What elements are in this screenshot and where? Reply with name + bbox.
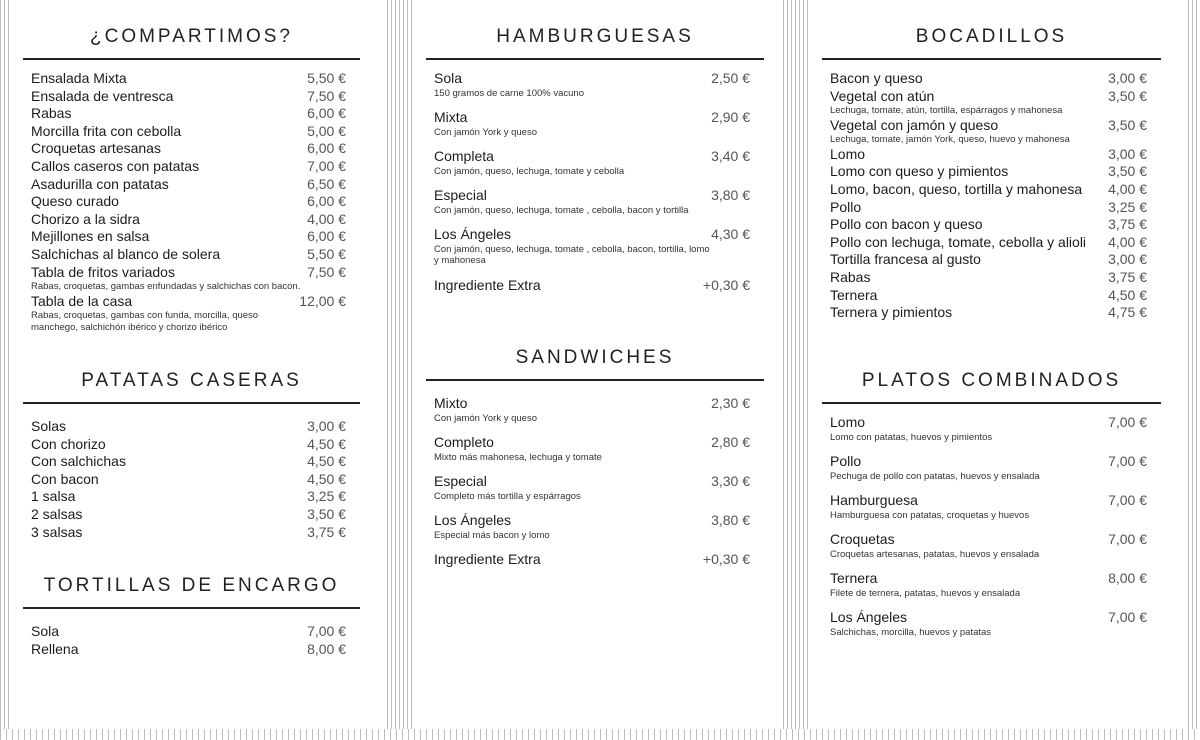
item-name: Especial [434, 473, 487, 490]
item-name: 1 salsa [31, 488, 76, 505]
menu-item [434, 434, 750, 463]
section-patatas-caseras [23, 370, 360, 541]
item-name: Pollo [830, 198, 862, 215]
item-name: Con salchichas [31, 453, 126, 470]
item-name: 3 salsas [31, 523, 83, 540]
item-name: Callos caseros con patatas [31, 157, 200, 174]
item-name-block [31, 524, 307, 542]
item-name: Lomo [830, 414, 866, 430]
section-sandwiches [426, 347, 764, 579]
item-price: 3,00 € [1108, 251, 1147, 268]
menu-item [830, 492, 1147, 521]
item-price: 3,80 € [711, 187, 750, 204]
section-rule [822, 58, 1161, 60]
item-name: Ternera y pimientos [830, 304, 953, 321]
item-name-block [31, 436, 307, 454]
item-name-block [31, 158, 307, 176]
section-rule [23, 58, 360, 60]
section-title: HAMBURGUESAS [496, 26, 694, 47]
menu-item [830, 414, 1147, 443]
item-name: Especial [434, 187, 487, 204]
menu-item [31, 88, 346, 106]
menu-item [830, 117, 1147, 146]
section-rule [426, 58, 764, 60]
menu-item [31, 193, 346, 211]
item-name: Los Ángeles [434, 226, 512, 243]
item-name: Vegetal con atún [830, 87, 935, 104]
menu-item [830, 146, 1147, 164]
item-name-block [434, 109, 711, 138]
section-rule [23, 607, 360, 609]
section-platos-combinados [822, 370, 1161, 649]
item-price: 4,00 € [307, 210, 346, 227]
item-name-block [31, 471, 307, 489]
item-price: 7,50 € [307, 263, 346, 280]
item-price: 5,50 € [307, 245, 346, 262]
menu-item [830, 163, 1147, 181]
item-name-block [830, 609, 1108, 638]
item-name-block [830, 287, 1108, 305]
item-price: 7,00 € [1108, 453, 1147, 470]
item-price: 2,80 € [711, 434, 750, 451]
item-description: Especial más bacon y lomo [434, 529, 550, 541]
menu-item [830, 70, 1147, 88]
item-price: 3,25 € [307, 488, 346, 505]
item-name-block [434, 226, 711, 267]
item-name-block [31, 193, 307, 211]
item-description: Pechuga de pollo con patatas, huevos y ensalada [830, 470, 1040, 482]
item-name: Pollo [830, 453, 862, 470]
item-name: Tabla de la casa [31, 292, 133, 309]
item-name: Sola [434, 70, 463, 86]
item-name: Lomo con queso y pimientos [830, 163, 1009, 180]
menu-item [830, 453, 1147, 482]
item-name-block [31, 176, 307, 194]
item-name-block [830, 531, 1108, 560]
menu-list [426, 395, 764, 569]
section-rule [23, 402, 360, 404]
item-name-block [830, 199, 1108, 217]
item-name-block [31, 211, 307, 229]
item-price: 6,00 € [307, 105, 346, 122]
item-price: 3,50 € [307, 505, 346, 522]
item-name-block [830, 251, 1108, 269]
menu-item [31, 246, 346, 264]
menu-item [434, 395, 750, 424]
item-price: 4,50 € [307, 453, 346, 470]
section-title: ¿COMPARTIMOS? [90, 26, 293, 47]
item-name-block [31, 418, 307, 436]
item-name-block [830, 181, 1108, 199]
item-price: 3,00 € [1108, 145, 1147, 162]
item-name: Completo [434, 434, 494, 451]
menu-item [434, 109, 750, 138]
item-name-block [434, 395, 711, 424]
menu-item [31, 123, 346, 141]
left-stripe-border [0, 0, 12, 740]
item-name-block [830, 234, 1108, 252]
item-name: Lomo [830, 145, 866, 162]
item-name-block [434, 148, 711, 177]
menu-item [434, 148, 750, 177]
item-name: Morcilla frita con cebolla [31, 122, 182, 139]
item-price: 3,75 € [1108, 268, 1147, 285]
item-price: 12,00 € [299, 292, 346, 309]
menu-item [31, 211, 346, 229]
item-name: Croquetas [830, 531, 895, 548]
item-name-block [31, 453, 307, 471]
item-price: 7,00 € [1108, 492, 1147, 509]
menu-item [830, 269, 1147, 287]
item-price: 3,25 € [1108, 198, 1147, 215]
item-price: 4,00 € [1108, 233, 1147, 250]
item-price: 7,00 € [1108, 414, 1147, 430]
menu-item [31, 228, 346, 246]
section-title: PATATAS CASERAS [81, 370, 302, 391]
item-name-block [830, 570, 1108, 599]
item-name: Chorizo a la sidra [31, 210, 140, 227]
item-name: Ensalada Mixta [31, 70, 127, 86]
item-price: 3,40 € [711, 148, 750, 165]
item-price: 4,30 € [711, 226, 750, 243]
item-description: Mixto más mahonesa, lechuga y tomate [434, 451, 602, 463]
item-name-block [434, 512, 711, 541]
item-name-block [830, 453, 1108, 482]
item-name: Bacon y queso [830, 70, 923, 86]
item-name: Salchichas al blanco de solera [31, 245, 221, 262]
divider-stripe-right [783, 0, 810, 740]
menu-item [31, 436, 346, 454]
item-description: Filete de ternera, patatas, huevos y ensalada [830, 587, 1021, 599]
item-name: Ensalada de ventresca [31, 87, 174, 104]
item-price: 2,30 € [711, 395, 750, 411]
item-name: Tabla de fritos variados [31, 263, 175, 280]
menu-item [830, 287, 1147, 305]
menu-list [23, 418, 360, 541]
item-name: Los Ángeles [434, 512, 512, 529]
item-name: Croquetas artesanas [31, 140, 161, 157]
item-name-block [31, 641, 307, 659]
menu-item [830, 199, 1147, 217]
section-title: SANDWICHES [515, 347, 675, 368]
item-price: 6,00 € [307, 193, 346, 210]
item-name-block [830, 304, 1108, 322]
menu-list [822, 70, 1161, 322]
section-bocadillos [822, 26, 1161, 322]
item-name: Pollo con bacon y queso [830, 216, 983, 233]
menu-item [830, 234, 1147, 252]
item-name: Completa [434, 148, 494, 165]
menu-item [31, 488, 346, 506]
item-description: Completo más tortilla y espárragos [434, 490, 581, 502]
item-description: 150 gramos de carne 100% vacuno [434, 87, 584, 99]
item-name: Ingrediente Extra [434, 551, 541, 568]
item-description: Con jamón, queso, lechuga, tomate , cebolla, bacon, tortilla, lomo y mahonesa [434, 243, 710, 267]
item-name: Con bacon [31, 470, 99, 487]
item-price: 5,00 € [307, 122, 346, 139]
item-price: 6,00 € [307, 140, 346, 157]
item-name: Mejillones en salsa [31, 228, 150, 245]
item-name: Los Ángeles [830, 609, 908, 626]
menu-item [31, 623, 346, 641]
item-price: +0,30 € [702, 276, 750, 293]
item-price: 7,00 € [307, 623, 346, 639]
menu-item [31, 264, 346, 293]
item-name-block [830, 70, 1108, 88]
item-name-block [31, 246, 307, 264]
item-name: Ingrediente Extra [434, 276, 541, 293]
item-name-block [434, 277, 703, 295]
item-name-block [31, 228, 307, 246]
item-name: Ternera [830, 286, 878, 303]
section-hamburguesas [426, 26, 764, 305]
section-title: BOCADILLOS [915, 26, 1068, 47]
item-price: 7,00 € [307, 157, 346, 174]
menu-item [31, 176, 346, 194]
menu-item [830, 531, 1147, 560]
item-name-block [434, 551, 703, 569]
item-name: Vegetal con jamón y queso [830, 116, 999, 133]
item-name: Mixto [434, 395, 468, 411]
item-name-block [830, 163, 1108, 181]
right-stripe-border [1188, 0, 1200, 740]
item-name: Hamburguesa [830, 492, 918, 509]
item-price: 3,50 € [1108, 87, 1147, 104]
item-name: Tortilla francesa al gusto [830, 251, 981, 268]
item-price: 8,00 € [1108, 570, 1147, 587]
item-name-block [830, 216, 1108, 234]
item-price: 2,90 € [711, 109, 750, 126]
item-name-block [434, 187, 711, 216]
menu-item [434, 473, 750, 502]
item-price: 7,00 € [1108, 531, 1147, 548]
item-description: Hamburguesa con patatas, croquetas y huevos [830, 509, 1030, 521]
item-name-block [434, 70, 711, 99]
menu-list [23, 70, 360, 333]
item-name-block [830, 492, 1108, 521]
menu-item [31, 641, 346, 659]
item-price: 4,75 € [1108, 304, 1147, 321]
menu-item [434, 512, 750, 541]
item-name-block [31, 70, 307, 88]
item-name: Solas [31, 418, 67, 434]
menu-item [434, 70, 750, 99]
section-compartimos [23, 26, 360, 333]
item-price: 5,50 € [307, 70, 346, 86]
item-name-block [830, 146, 1108, 164]
menu-item [434, 277, 750, 295]
item-name: Lomo, bacon, queso, tortilla y mahonesa [830, 180, 1083, 197]
item-description: Croquetas artesanas, patatas, huevos y ensalada [830, 548, 1040, 560]
item-name: Queso curado [31, 193, 119, 210]
item-name: Con chorizo [31, 435, 106, 452]
menu-item [830, 570, 1147, 599]
menu-list [23, 623, 360, 658]
item-description: Lechuga, tomate, jamón York, queso, huevo y mahonesa [830, 134, 1070, 146]
item-description: Rabas, croquetas, gambas con funda, morcilla, queso manchego, salchichón ibérico y chorizo ibérico [31, 310, 259, 333]
item-price: 3,50 € [1108, 116, 1147, 133]
item-description: Con jamón York y queso [434, 126, 537, 138]
item-description: Lomo con patatas, huevos y pimientos [830, 431, 993, 443]
item-price: 4,50 € [1108, 286, 1147, 303]
section-tortillas [23, 575, 360, 658]
item-name: Sola [31, 623, 60, 639]
menu-list [822, 414, 1161, 639]
item-name-block [31, 488, 307, 506]
item-price: 2,50 € [711, 70, 750, 86]
menu-item [830, 251, 1147, 269]
item-price: 3,75 € [1108, 216, 1147, 233]
bottom-stripe-border [0, 729, 1200, 740]
item-name-block [31, 264, 307, 293]
item-price: 3,75 € [307, 523, 346, 540]
menu-item [31, 105, 346, 123]
item-name: Rellena [31, 640, 79, 657]
item-price: 8,00 € [307, 640, 346, 657]
menu-item [31, 140, 346, 158]
menu-item [830, 181, 1147, 199]
menu-item [830, 609, 1147, 638]
menu-item [31, 453, 346, 471]
menu-item [434, 187, 750, 216]
menu-item [434, 551, 750, 569]
item-name-block [434, 473, 711, 502]
menu-item [434, 226, 750, 267]
item-description: Con jamón York y queso [434, 412, 537, 424]
item-description: Lechuga, tomate, atún, tortilla, espárragos y mahonesa [830, 105, 1063, 117]
item-price: 7,00 € [1108, 609, 1147, 626]
item-description: Con jamón, queso, lechuga, tomate y cebolla [434, 165, 625, 177]
item-description: Salchichas, morcilla, huevos y patatas [830, 627, 992, 639]
item-name-block [830, 269, 1108, 287]
item-price: +0,30 € [702, 551, 750, 568]
item-name-block [434, 434, 711, 463]
item-price: 3,00 € [1108, 70, 1147, 86]
item-name-block [31, 140, 307, 158]
item-name-block [31, 123, 307, 141]
item-price: 3,30 € [711, 473, 750, 490]
item-price: 4,50 € [307, 435, 346, 452]
item-price: 3,50 € [1108, 163, 1147, 180]
item-name: Rabas [31, 105, 72, 122]
item-price: 6,00 € [307, 228, 346, 245]
item-price: 3,80 € [711, 512, 750, 529]
item-name-block [31, 293, 299, 334]
menu-item [31, 70, 346, 88]
item-name-block [830, 88, 1108, 117]
menu-item [31, 471, 346, 489]
item-name: Asadurilla con patatas [31, 175, 169, 192]
item-price: 6,50 € [307, 175, 346, 192]
item-name: Rabas [830, 268, 871, 285]
section-rule [822, 402, 1161, 404]
item-price: 4,00 € [1108, 180, 1147, 197]
menu-item [31, 158, 346, 176]
item-name: Mixta [434, 109, 468, 126]
menu-item [31, 506, 346, 524]
item-name-block [31, 623, 307, 641]
item-name: 2 salsas [31, 505, 83, 522]
item-description: Con jamón, queso, lechuga, tomate , cebolla, bacon y tortilla [434, 204, 689, 216]
section-title: PLATOS COMBINADOS [861, 370, 1122, 391]
section-rule [426, 379, 764, 381]
menu-item [31, 418, 346, 436]
item-name-block [830, 414, 1108, 443]
menu-item [31, 293, 346, 334]
item-price: 4,50 € [307, 470, 346, 487]
menu-item [830, 216, 1147, 234]
item-price: 3,00 € [307, 418, 346, 434]
item-name-block [31, 105, 307, 123]
menu-item [31, 524, 346, 542]
item-name-block [830, 117, 1108, 146]
menu-item [830, 304, 1147, 322]
item-name: Ternera [830, 570, 878, 587]
item-name-block [31, 88, 307, 106]
menu-item [830, 88, 1147, 117]
section-title: TORTILLAS DE ENCARGO [43, 575, 340, 596]
divider-stripe-left [387, 0, 414, 740]
item-price: 7,50 € [307, 87, 346, 104]
item-name: Pollo con lechuga, tomate, cebolla y alioli [830, 233, 1087, 250]
item-description: Rabas, croquetas, gambas enfundadas y salchichas con bacon. [31, 281, 301, 293]
item-name-block [31, 506, 307, 524]
menu-list [426, 70, 764, 295]
